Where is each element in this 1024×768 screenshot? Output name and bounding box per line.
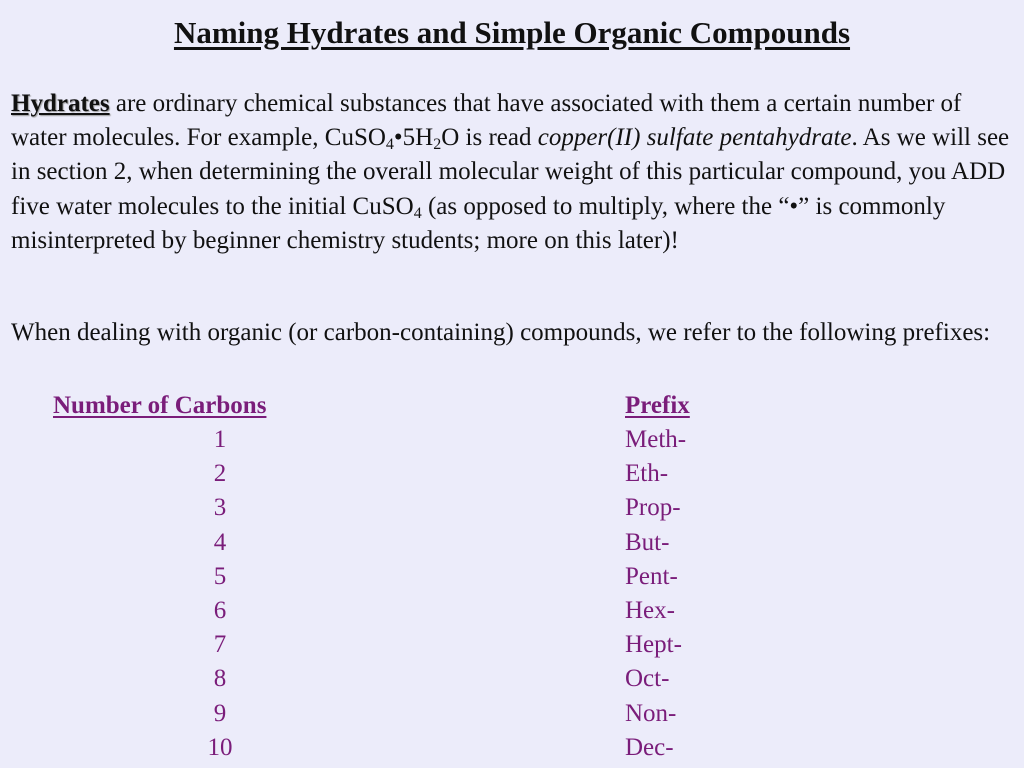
table-row bbox=[0, 697, 1024, 731]
carbon-count: 8 bbox=[213, 665, 227, 693]
header-prefix: Prefix bbox=[625, 392, 690, 419]
prefix-value: Dec- bbox=[625, 733, 674, 761]
hydrates-text-part3: O is read bbox=[441, 124, 538, 152]
subscript-4-second: 4 bbox=[413, 204, 422, 222]
prefix-value: Oct- bbox=[625, 665, 670, 693]
prefix-value: Hex- bbox=[625, 596, 675, 624]
prefix-value: Prop- bbox=[625, 494, 681, 522]
table-row bbox=[0, 526, 1024, 560]
carbon-count: 3 bbox=[213, 494, 227, 522]
compound-name-italic: copper(II) sulfate pentahydrate bbox=[537, 124, 852, 152]
table-row bbox=[0, 662, 1024, 696]
hydrates-text-part1: are ordinary chemical substances that have associated with them a certain number of water molecules. For example, CuSO bbox=[11, 90, 962, 152]
table-row bbox=[0, 491, 1024, 525]
carbon-count: 7 bbox=[213, 631, 227, 659]
carbon-count: 2 bbox=[213, 460, 227, 488]
subscript-2: 2 bbox=[433, 136, 442, 154]
prefix-value: Eth- bbox=[625, 460, 669, 488]
prefix-value: But- bbox=[625, 528, 670, 556]
table-row bbox=[0, 594, 1024, 628]
subscript-4: 4 bbox=[385, 136, 394, 154]
hydrates-paragraph bbox=[11, 87, 1016, 258]
hydrates-text-part2: •5H bbox=[393, 124, 434, 152]
carbon-count: 9 bbox=[213, 699, 227, 727]
table-row bbox=[0, 560, 1024, 594]
table-row bbox=[0, 457, 1024, 491]
header-number-of-carbons: Number of Carbons bbox=[53, 392, 267, 419]
table-row bbox=[0, 731, 1024, 765]
hydrates-term: Hydrates bbox=[11, 90, 110, 117]
hydrates-text-part4: . As we will see in section 2, when determining the overall molecular weight of this particular compound, you ADD five water molecules to the initial CuSO bbox=[11, 124, 1010, 220]
carbon-count: 4 bbox=[213, 528, 227, 556]
table-row bbox=[0, 628, 1024, 662]
carbon-count: 10 bbox=[207, 733, 233, 761]
carbon-count: 6 bbox=[213, 596, 227, 624]
prefix-table-rows bbox=[0, 423, 1024, 765]
prefix-value: Hept- bbox=[625, 631, 682, 659]
carbon-count: 5 bbox=[213, 562, 227, 590]
table-row bbox=[0, 423, 1024, 457]
slide-title: Naming Hydrates and Simple Organic Compounds bbox=[173, 15, 851, 50]
prefix-value: Non- bbox=[625, 699, 677, 727]
prefix-value: Pent- bbox=[625, 562, 678, 590]
carbon-count: 1 bbox=[213, 426, 227, 453]
organic-paragraph: When dealing with organic (or carbon-containing) compounds, we refer to the following prefixes: bbox=[11, 319, 991, 346]
hydrates-text-part5: (as opposed to multiply, where the “•” is commonly misinterpreted by beginner chemistry students; more on this later)! bbox=[11, 192, 946, 254]
prefix-value: Meth- bbox=[625, 426, 687, 453]
